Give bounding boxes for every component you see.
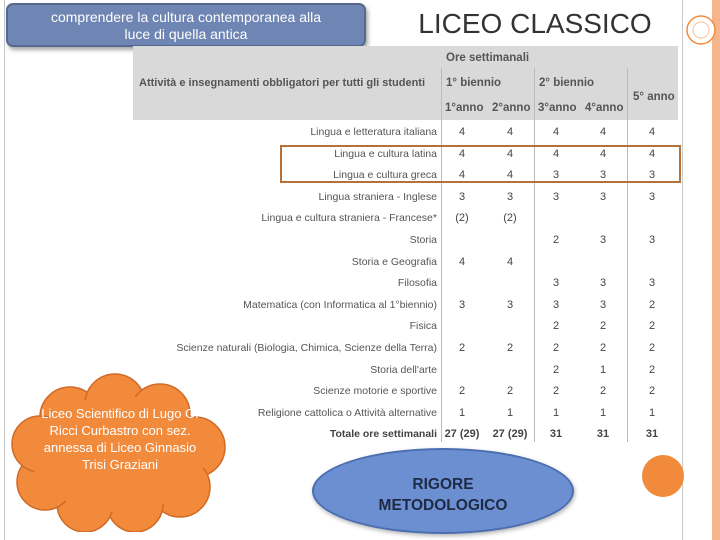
hours-cell: 3 — [552, 298, 560, 311]
hours-cell: 4 — [458, 255, 466, 268]
subject-label: Scienze naturali (Biologia, Chimica, Scienze della Terra) — [176, 342, 437, 354]
hours-cell: 2 — [552, 234, 560, 246]
hours-cell: 4 — [506, 169, 514, 182]
hours-cell: 27 (29) — [492, 428, 528, 441]
subject-label: Lingua e cultura latina — [334, 147, 437, 160]
hours-cell: 2 — [648, 363, 656, 376]
subject-label: Religione cattolica o Attività alternative — [257, 406, 437, 419]
subject-label: Lingua straniera - Inglese — [318, 190, 437, 203]
hours-cell: 3 — [599, 190, 607, 203]
hours-cell: 4 — [458, 169, 466, 182]
hours-cell: 3 — [552, 190, 560, 203]
hours-cell: 3 — [648, 169, 656, 182]
ellipse-line-2: METODOLOGICO — [378, 497, 508, 514]
subject-label: Storia — [409, 234, 437, 246]
header-year-2: 2°anno — [492, 102, 531, 114]
divider-1 — [441, 68, 442, 442]
subject-label: Filosofia — [397, 277, 437, 290]
header-year-4: 4°anno — [585, 102, 624, 114]
header-year-5: 5° anno — [633, 91, 675, 103]
hours-cell: 2 — [648, 298, 656, 311]
hours-cell: 2 — [599, 385, 607, 398]
hours-cell: 3 — [599, 169, 607, 182]
orange-circle-large — [642, 455, 684, 497]
hours-cell: 2 — [648, 342, 656, 354]
subject-label: Storia dell'arte — [370, 363, 437, 376]
hours-cell: 4 — [648, 147, 656, 160]
hours-cell: 3 — [599, 277, 607, 290]
header-subjects: Attività e insegnamenti obbligatori per tutti gli studenti — [139, 77, 426, 89]
hours-cell: 3 — [506, 190, 514, 203]
subject-label: Matematica (con Informatica al 1°biennio) — [243, 298, 437, 311]
hours-cell: 3 — [552, 169, 560, 182]
hours-cell: 3 — [458, 190, 466, 203]
hours-cell: 2 — [648, 320, 656, 333]
hours-cell: 1 — [458, 406, 466, 419]
hours-cell: 2 — [552, 363, 560, 376]
hours-cell: 3 — [458, 298, 466, 311]
ellipse-line-1: RIGORE — [412, 476, 474, 493]
cloud-text: Liceo Scientifico di Lugo G. Ricci Curbastro con sez. annessa di Liceo Ginnasio Trisi Graziani — [41, 406, 199, 472]
subject-label: Scienze motorie e sportive — [313, 385, 437, 398]
hours-cell: 4 — [599, 147, 607, 160]
hours-cell: 1 — [599, 363, 607, 376]
hours-cell: 2 — [506, 385, 514, 398]
header-hours: Ore settimanali — [446, 52, 530, 64]
hours-cell: 2 — [599, 320, 607, 333]
hours-cell: 3 — [599, 298, 607, 311]
hours-cell: 3 — [648, 190, 656, 203]
hours-cell: 4 — [458, 126, 466, 138]
header-biennio-1: 1° biennio — [446, 77, 502, 89]
subtitle-callout — [6, 3, 366, 47]
hours-cell: 2 — [458, 342, 466, 354]
hours-cell: 1 — [599, 406, 607, 419]
hours-cell: 4 — [506, 147, 514, 160]
hours-cell: (2) — [503, 212, 517, 225]
hours-cell: 2 — [552, 385, 560, 398]
callout-line-2: luce di quella antica — [124, 26, 248, 42]
hours-cell: 4 — [552, 147, 560, 160]
total-row-label: Totale ore settimanali — [329, 428, 437, 441]
subject-label: Lingua e cultura straniera - Francese* — [261, 212, 437, 225]
highlight-box — [280, 145, 681, 183]
hours-cell: 1 — [552, 406, 560, 419]
hours-cell: 2 — [648, 385, 656, 398]
hours-cell: 2 — [552, 320, 560, 333]
hours-cell: 31 — [645, 428, 659, 441]
hours-cell: 3 — [648, 277, 656, 290]
callout-line-1: comprendere la cultura contemporanea alla — [50, 9, 322, 25]
hours-cell: 3 — [648, 234, 656, 246]
hours-cell: 3 — [552, 277, 560, 290]
header-year-1: 1°anno — [445, 102, 484, 114]
subject-label: Storia e Geografia — [351, 255, 437, 268]
subject-label: Lingua e cultura greca — [333, 169, 437, 182]
divider-2 — [534, 68, 535, 442]
orange-decoration — [682, 0, 720, 540]
header-year-3: 3°anno — [538, 102, 577, 114]
hours-cell: 4 — [506, 255, 514, 268]
hours-cell: 4 — [552, 126, 560, 138]
hours-cell: 3 — [599, 234, 607, 246]
hours-cell: 4 — [599, 126, 607, 138]
hours-cell: 2 — [599, 342, 607, 354]
hours-cell: 2 — [506, 342, 514, 354]
hours-cell: 2 — [552, 342, 560, 354]
hours-cell: 27 (29) — [444, 428, 480, 441]
ellipse-label — [312, 474, 574, 516]
hours-cell: 1 — [648, 406, 656, 419]
slide-title: LICEO CLASSICO — [418, 8, 652, 39]
divider-3 — [627, 68, 628, 442]
hours-cell: 3 — [506, 298, 514, 311]
hours-cell: 1 — [506, 406, 514, 419]
subject-label: Fisica — [409, 320, 437, 333]
hours-cell: 4 — [648, 126, 656, 138]
hours-cell: 4 — [506, 126, 514, 138]
subject-label: Lingua e letteratura italiana — [310, 126, 437, 138]
hours-cell: 31 — [549, 428, 563, 441]
hours-cell: (2) — [455, 212, 469, 225]
hours-cell: 31 — [596, 428, 610, 441]
hours-cell: 2 — [458, 385, 466, 398]
hours-cell: 4 — [458, 147, 466, 160]
header-biennio-2: 2° biennio — [539, 77, 595, 89]
